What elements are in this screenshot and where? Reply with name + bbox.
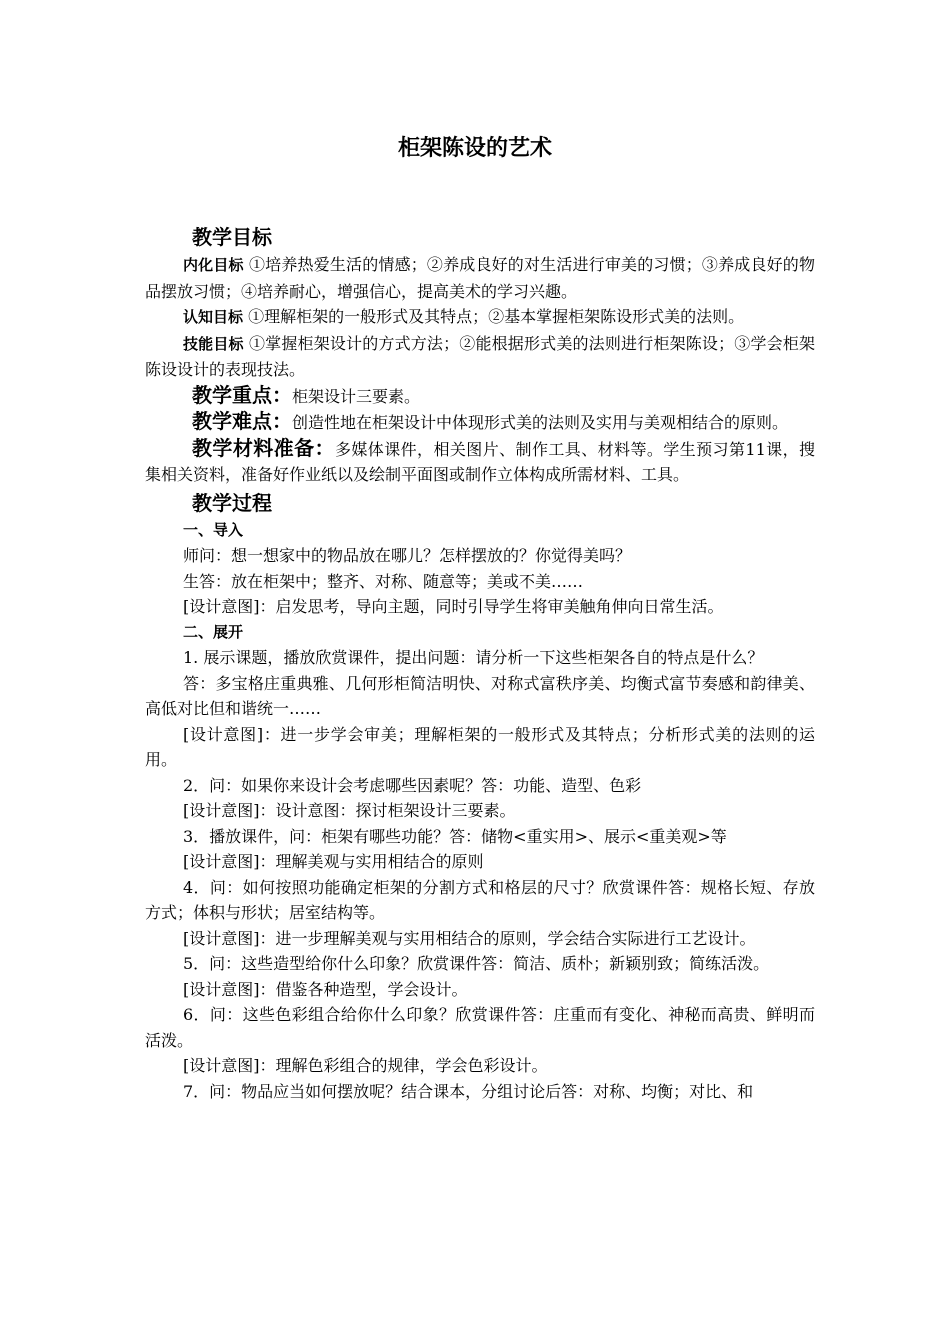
develop-line: 4．问：如何按照功能确定柜架的分割方式和格层的尺寸？欣赏课件答：规格长短、存放方式；体积与形状；居室结构等。 [145, 877, 815, 922]
difficulty-label: 教学难点： [192, 409, 292, 433]
difficulty [145, 409, 815, 436]
intro-line: 师问：想一想家中的物品放在哪儿？怎样摆放的？你觉得美吗？ [183, 546, 632, 565]
difficulty-text: 创造性地在柜架设计中体现形式美的法则及实用与美观相结合的原则。 [292, 413, 789, 432]
key-point-label: 教学重点： [192, 382, 292, 407]
develop-line: 5．问：这些造型给你什么印象？欣赏课件答：简洁、质朴；新颖别致；简练活泼。 [183, 954, 770, 973]
develop-line: 6．问：这些色彩组合给你什么印象？欣赏课件答：庄重而有变化、神秘而高贵、鲜明而活泼。 [145, 1005, 815, 1050]
intro-heading: 一、导入 [183, 520, 244, 539]
materials-label: 教学材料准备： [192, 435, 335, 460]
develop-line: 答：多宝格庄重典雅、几何形柜简洁明快、对称式富秩序美、均衡式富节奏感和韵律美、高低对比但和谐统一…… [145, 673, 815, 718]
objectives-heading: 教学目标 [192, 225, 272, 249]
objective-cognitive [145, 304, 815, 331]
develop-line: [设计意图]：设计意图：探讨柜架设计三要素。 [183, 801, 516, 820]
key-point-text: 柜架设计三要素。 [292, 386, 421, 406]
develop-line: [设计意图]：借鉴各种造型，学会设计。 [183, 979, 468, 999]
objective-cognitive-text: ①理解柜架的一般形式及其特点；②基本掌握柜架陈设形式美的法则。 [248, 307, 745, 326]
objective-internal-label: 内化目标 [183, 256, 244, 274]
intro-line: [设计意图]：启发思考，导向主题，同时引导学生将审美触角伸向日常生活。 [183, 597, 724, 616]
develop-line: 7．问：物品应当如何摆放呢？结合课本，分组讨论后答：对称、均衡；对比、和 [183, 1081, 754, 1101]
objective-skill-text: ①掌握柜架设计的方式方法；②能根据形式美的法则进行柜架陈设；③学会柜架陈设设计的表现技法。 [145, 333, 815, 379]
develop-heading: 二、展开 [183, 622, 244, 641]
objective-internal [145, 252, 815, 304]
page-title: 柜架陈设的艺术 [397, 136, 552, 161]
develop-line: [设计意图]：进一步理解美观与实用相结合的原则，学会结合实际进行工艺设计。 [183, 928, 756, 948]
intro-line: 生答：放在柜架中；整齐、对称、随意等；美或不美…… [183, 571, 584, 591]
develop-line: 1. 展示课题，播放欣赏课件，提出问题：请分析一下这些柜架各自的特点是什么？ [183, 648, 764, 667]
lesson-content [145, 222, 815, 1104]
materials-text: 多媒体课件，相关图片、制作工具、材料等。学生预习第11课，搜集相关资料，准备好作业纸以及绘制平面图或制作立体构成所需材料、工具。 [145, 439, 815, 484]
develop-line: [设计意图]：进一步学会审美；理解柜架的一般形式及其特点；分析形式美的法则的运用。 [145, 724, 815, 769]
objective-skill-label: 技能目标 [183, 334, 244, 353]
objective-internal-text: ①培养热爱生活的情感；②养成良好的对生活进行审美的习惯；③养成良好的物品摆放习惯；④培养耐心，增强信心，提高美术的学习兴趣。 [145, 255, 815, 301]
develop-line: 2．问：如果你来设计会考虑哪些因素呢？答：功能、造型、色彩 [183, 775, 642, 795]
key-point [145, 383, 815, 410]
objective-skill [145, 331, 815, 383]
objective-cognitive-label: 认知目标 [183, 308, 244, 326]
develop-line: [设计意图]：理解美观与实用相结合的原则 [183, 852, 484, 871]
develop-line: [设计意图]：理解色彩组合的规律，学会色彩设计。 [183, 1056, 548, 1075]
materials [145, 436, 815, 488]
process-heading: 教学过程 [192, 490, 272, 515]
develop-line: 3．播放课件，问：柜架有哪些功能？答：储物<重实用>、展示<重美观>等 [183, 826, 727, 846]
